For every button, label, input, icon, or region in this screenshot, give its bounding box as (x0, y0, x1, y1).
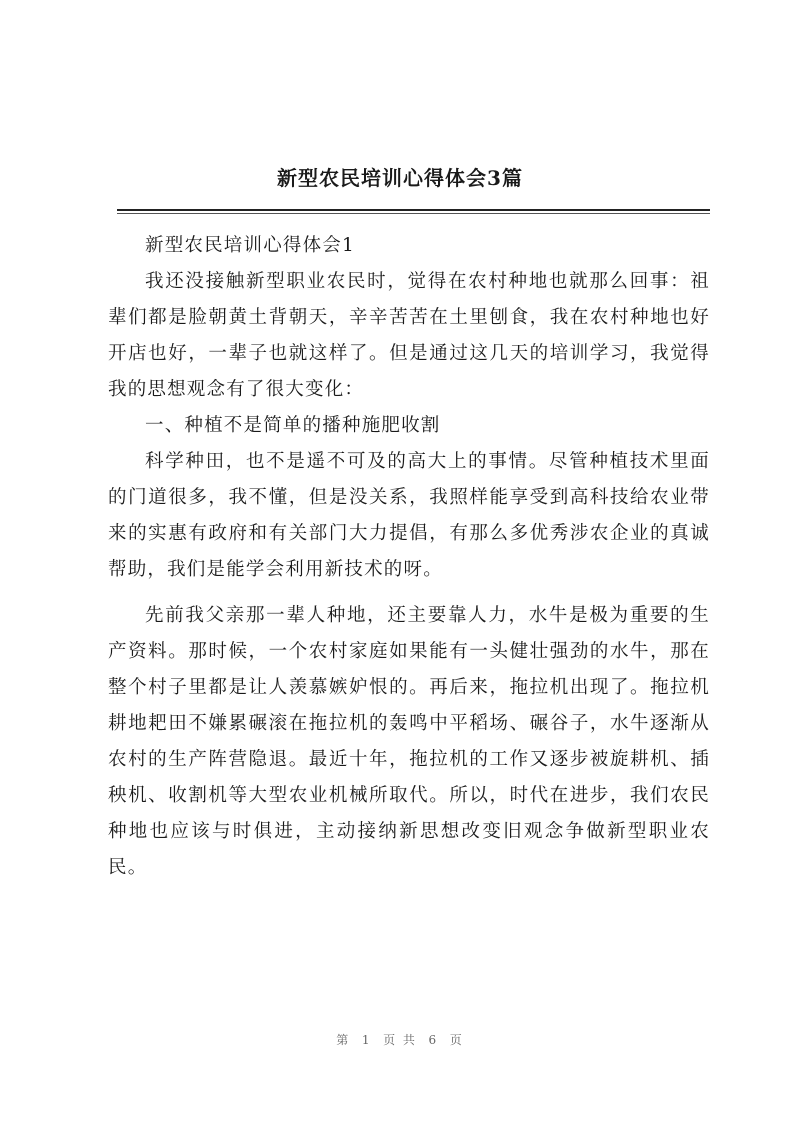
document-body (108, 228, 710, 886)
subsection-heading: 一、种植不是简单的播种施肥收割 (145, 415, 441, 436)
body-paragraph: 先前我父亲那一辈人种地，还主要靠人力，水牛是极为重要的生产资料。那时候，一个农村家庭如果能有一头健壮强劲的水牛，那在整个村子里都是让人羡慕嫉妒恨的。再后来，拖拉机出现了。拖拉机耕地耙田不嫌累碾滚在拖拉机的轰鸣中平稻场、碾谷子，水牛逐渐从农村的生产阵营隐退。最近十年，拖拉机的工作又逐步被旋耕机、插秧机、收割机等大型农业机械所取代。所以，时代在进步，我们农民种地也应该与时俱进，主动接纳新思想改变旧观念争做新型职业农民。 (108, 605, 710, 878)
body-paragraph: 科学种田，也不是遥不可及的高大上的事情。尽管种植技术里面的门道很多，我不懂，但是没关系，我照样能享受到高科技给农业带来的实惠有政府和有关部门大力提倡，有那么多优秀涉农企业的真诚帮助，我们是能学会利用新技术的呀。 (108, 451, 710, 580)
title-divider-thin (117, 213, 710, 214)
section-heading: 新型农民培训心得体会1 (145, 235, 355, 256)
title-divider (117, 209, 710, 211)
document-title: 新型农民培训心得体会3篇 (277, 166, 523, 190)
page-number-footer: 第 1 页 共 6 页 (336, 1033, 464, 1047)
body-paragraph: 我还没接触新型职业农民时，觉得在农村种地也就那么回事：祖辈们都是脸朝黄土背朝天，辛辛苦苦在土里刨食，我在农村种地也好开店也好，一辈子也就这样了。但是通过这几天的培训学习，我觉得我的思想观念有了很大变化： (108, 271, 710, 400)
